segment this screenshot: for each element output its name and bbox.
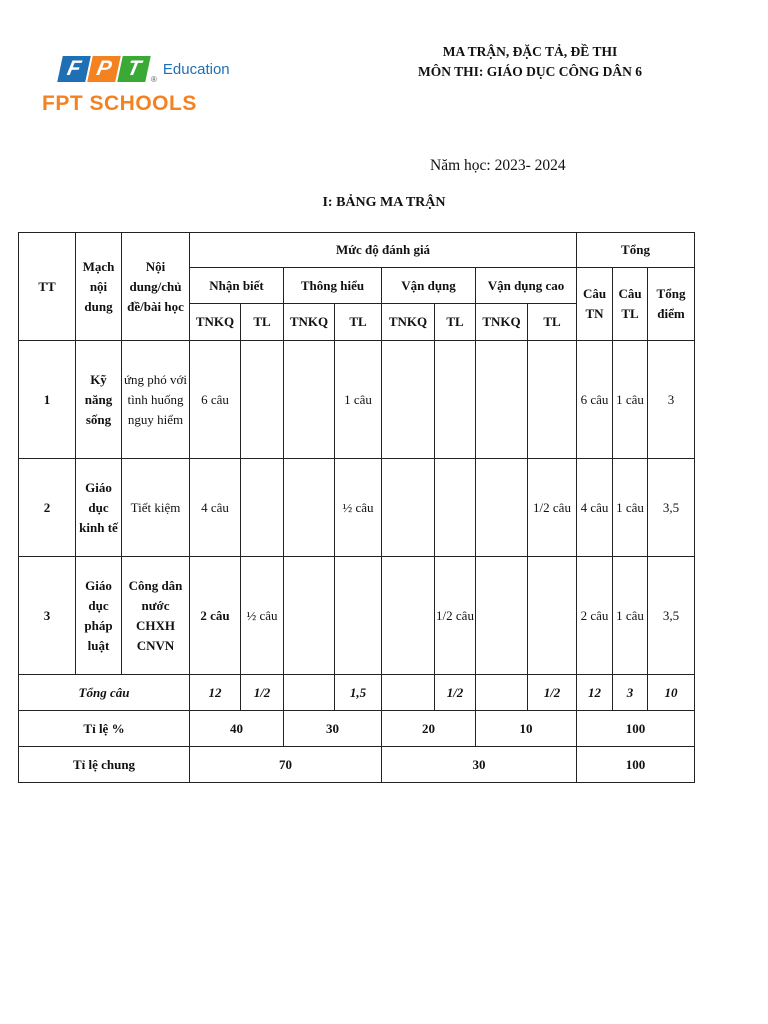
header-cau-tl: Câu TL [613,268,648,341]
fpt-wordmark [60,54,230,84]
document-title: MA TRẬN, ĐẶC TẢ, ĐỀ THI [442,44,618,59]
row-vd-tl [435,459,476,557]
row-tong-diem: 3,5 [648,459,695,557]
row-vd-tnkq [382,557,435,675]
row-th-tnkq [284,341,335,459]
row-cau-tn: 2 câu [577,557,613,675]
header-van-dung: Vận dụng [382,268,476,304]
row-vdc-tnkq [476,459,528,557]
header-thong-hieu: Thông hiểu [284,268,382,304]
row-nb-tnkq: 6 câu [190,341,241,459]
row-mach: Kỹ năng sống [76,341,122,459]
row-th-tl: 1 câu [335,341,382,459]
row-nb-tl [241,459,284,557]
header-tong-diem: Tổng điểm [648,268,695,341]
fpt-logo [42,52,257,118]
percentage-van-dung: 20 [382,711,476,747]
row-vd-tnkq [382,341,435,459]
row-vd-tl [435,341,476,459]
overall-ratio-total: 100 [577,747,695,783]
row-th-tl [335,557,382,675]
percentage-total: 100 [577,711,695,747]
total-nb-tl: 1/2 [241,675,284,711]
percentage-row [19,711,695,747]
row-vd-tnkq [382,459,435,557]
total-questions-label: Tổng câu [19,675,190,711]
logo-letter-f: F [57,56,91,82]
header-nhan-biet: Nhận biết [190,268,284,304]
table-row [19,459,695,557]
row-tong-diem: 3,5 [648,557,695,675]
row-cau-tn: 4 câu [577,459,613,557]
row-tt: 1 [19,341,76,459]
logo-schools-text: FPT SCHOOLS [42,92,197,115]
header-tt: TT [19,233,76,341]
header-van-dung-cao: Vận dụng cao [476,268,577,304]
header-vd-tl: TL [435,304,476,341]
header-cau-tn: Câu TN [577,268,613,341]
row-nb-tnkq: 4 câu [190,459,241,557]
table-row [19,557,695,675]
subject-title: MÔN THI: GIÁO DỤC CÔNG DÂN 6 [417,64,642,79]
table-row [19,341,695,459]
header-vdc-tl: TL [528,304,577,341]
row-th-tnkq [284,459,335,557]
row-cau-tn: 6 câu [577,341,613,459]
school-year: Năm học: 2023- 2024 [430,157,566,174]
row-noi-dung: Tiết kiệm [122,459,190,557]
total-cau-tl: 3 [613,675,648,711]
header-vdc-tnkq: TNKQ [476,304,528,341]
total-vdc-tl: 1/2 [528,675,577,711]
header-th-tl: TL [335,304,382,341]
overall-ratio-applied: 30 [382,747,577,783]
row-vdc-tnkq [476,341,528,459]
total-questions-row [19,675,695,711]
section-title: I: BẢNG MA TRẬN [322,195,446,210]
row-tt: 2 [19,459,76,557]
row-cau-tl: 1 câu [613,341,648,459]
matrix-table [18,232,695,783]
total-vdc-tnkq [476,675,528,711]
row-vdc-tl [528,341,577,459]
logo-letter-p: P [87,56,121,82]
header-muc-do: Mức độ đánh giá [190,233,577,268]
total-th-tnkq [284,675,335,711]
row-noi-dung: Công dân nước CHXH CNVN [122,557,190,675]
header-noi-dung: Nội dung/chủ đề/bài học [122,233,190,341]
total-vd-tl: 1/2 [435,675,476,711]
percentage-thong-hieu: 30 [284,711,382,747]
header-tong: Tổng [577,233,695,268]
total-nb-tnkq: 12 [190,675,241,711]
percentage-label: Tỉ lệ % [19,711,190,747]
row-nb-tl: ½ câu [241,557,284,675]
row-th-tl: ½ câu [335,459,382,557]
header-th-tnkq: TNKQ [284,304,335,341]
percentage-van-dung-cao: 10 [476,711,577,747]
overall-ratio-row [19,747,695,783]
total-cau-tn: 12 [577,675,613,711]
total-th-tl: 1,5 [335,675,382,711]
row-vdc-tl: 1/2 câu [528,459,577,557]
row-vdc-tnkq [476,557,528,675]
row-noi-dung: ứng phó với tình huống nguy hiểm [122,341,190,459]
header-nb-tnkq: TNKQ [190,304,241,341]
total-tong-diem: 10 [648,675,695,711]
total-vd-tnkq [382,675,435,711]
row-mach: Giáo dục kinh tế [76,459,122,557]
header-mach-noi-dung: Mạch nội dung [76,233,122,341]
logo-letter-t: T [117,56,151,82]
header-nb-tl: TL [241,304,284,341]
row-nb-tnkq: 2 câu [190,557,241,675]
row-tt: 3 [19,557,76,675]
row-mach: Giáo dục pháp luật [76,557,122,675]
row-th-tnkq [284,557,335,675]
row-vdc-tl [528,557,577,675]
overall-ratio-label: Tỉ lệ chung [19,747,190,783]
registered-mark: ® [151,75,157,84]
row-cau-tl: 1 câu [613,557,648,675]
logo-education-text: Education [162,60,230,78]
row-vd-tl: 1/2 câu [435,557,476,675]
row-cau-tl: 1 câu [613,459,648,557]
header-vd-tnkq: TNKQ [382,304,435,341]
overall-ratio-basic: 70 [190,747,382,783]
row-tong-diem: 3 [648,341,695,459]
row-nb-tl [241,341,284,459]
percentage-nhan-biet: 40 [190,711,284,747]
